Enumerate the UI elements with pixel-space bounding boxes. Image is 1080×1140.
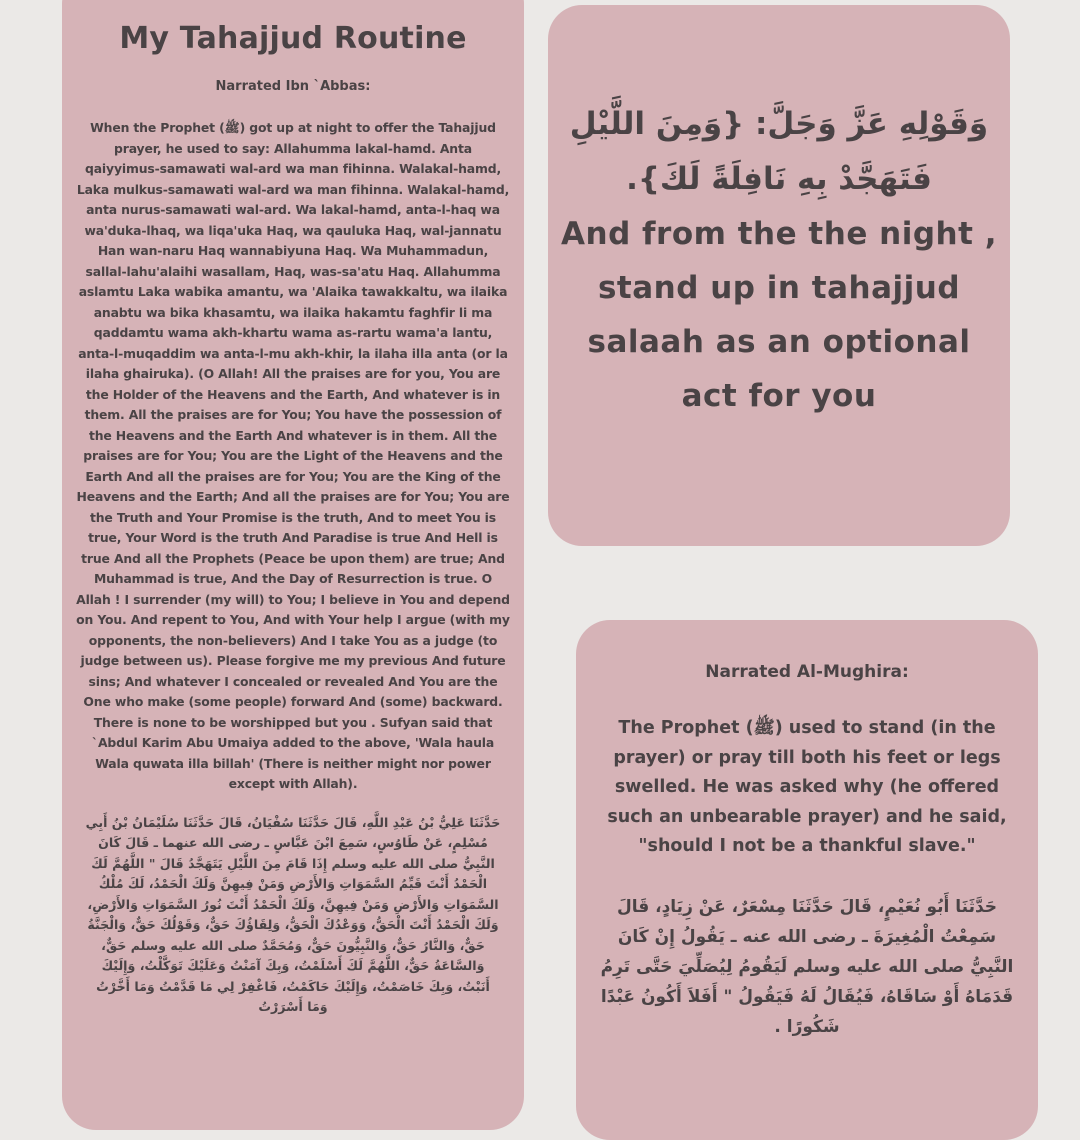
- hadith-arabic-text: حَدَّثَنَا عَلِيُّ بْنُ عَبْدِ اللَّهِ، قَالَ حَدَّثَنَا سُفْيَانُ، قَالَ حَدَّثَنَا سُلَيْمَانُ بْنُ أَبِي مُسْلِمٍ، عَنْ طَاوُسٍ، سَمِعَ ابْنَ عَبَّاسٍ ـ رضى الله عنهما ـ قَالَ كَانَ النَّبِيُّ صلى الله عليه وسلم إِذَا قَامَ مِنَ اللَّيْلِ يَتَهَجَّدُ قَالَ " اللَّهُمَّ لَكَ الْحَمْدُ أَنْتَ قَيِّمُ السَّمَوَاتِ وَالأَرْضِ وَمَنْ فِيهِنَّ وَلَكَ الْحَمْدُ، لَكَ مُلْكُ السَّمَوَاتِ وَالأَرْضِ وَمَنْ فِيهِنَّ، وَلَكَ الْحَمْدُ أَنْتَ نُورُ السَّمَوَاتِ وَالأَرْضِ، وَلَكَ الْحَمْدُ أَنْتَ الْحَقُّ، وَوَعْدُكَ الْحَقُّ، وَلِقَاؤُكَ حَقٌّ، وَقَوْلُكَ حَقٌّ، وَالْجَنَّةُ حَقٌّ، وَالنَّارُ حَقٌّ، وَالنَّبِيُّونَ حَقٌّ، وَمُحَمَّدٌ صلى الله عليه وسلم حَقٌّ، وَالسَّاعَةُ حَقٌّ، اللَّهُمَّ لَكَ أَسْلَمْتُ، وَبِكَ آمَنْتُ وَعَلَيْكَ تَوَكَّلْتُ، وَإِلَيْكَ أَنَبْتُ، وَبِكَ خَاصَمْتُ، وَإِلَيْكَ حَاكَمْتُ، فَاغْفِرْ لِي مَا قَدَّمْتُ وَمَا أَخَّرْتُ وَمَا أَسْرَرْتُ: [85, 814, 501, 1014]
- mughira-english-text: The Prophet (ﷺ) used to stand (in the prayer) or pray till both his feet or legs swelled. He was asked why (he offered such an unbearable prayer) and he said, "should I not be a thankful slave.": [607, 718, 1007, 856]
- verse-arabic-text: وَقَوْلِهِ عَزَّ وَجَلَّ: {وَمِنَ اللَّيْلِ فَتَهَجَّدْ بِهِ نَافِلَةً لَكَ}.: [569, 106, 989, 197]
- verse-english-text: And from the the night , stand up in tahajjud salaah as an optional act for you: [561, 216, 997, 414]
- narrator-ibn-abbas: Narrated Ibn `Abbas:: [215, 79, 371, 94]
- mughira-hadith-card: [576, 620, 1038, 1140]
- hadith-english-text: When the Prophet (ﷺ) got up at night to offer the Tahajjud prayer, he used to say: Allahumma lakal-hamd. Anta qaiyyimus-samawati wal-ard wa man fihinna. Walakal-hamd, Laka mulkus-samawati wal-ard wa man fihinna. Walakal-hamd, anta nurus-samawati wal-ard. Wa lakal-hamd, anta-l-haq wa wa'duka-lhaq, wa liqa'uka Haq, wa qauluka Haq, wal-jannatu Han wan-naru Haq wannabiyuna Haq. Wa Muhammadun, sallal-lahu'alaihi wasallam, Haq, was-sa'atu Haq. Allahumma aslamtu Laka wabika amantu, wa 'Alaika tawakkaltu, wa ilaika anabtu wa bika khasamtu, wa ilaika hakamtu faghfir li ma qaddamtu wama akh-khartu wama as-rartu wama'a lantu, anta-l-muqaddim wa anta-l-mu akh-khir, la ilaha illa anta (or la ilaha ghairuka). (O Allah! All the praises are for you, You are the Holder of the Heavens and the Earth, And whatever is in them. All the praises are for You; You have the possession of the Heavens and the Earth And whatever is in them. All the praises are for You; You are the Light of the Heavens and the Earth And all the praises are for You; You are the King of the Heavens and the Earth; And all the praises are for You; You are the Truth and Your Promise is the truth, And to meet You is true, Your Word is the truth And Paradise is true And Hell is true And all the Prophets (Peace be upon them) are true; And Muhammad is true, And the Day of Resurrection is true. O Allah ! I surrender (my will) to You; I believe in You and depend on You. And repent to You, And with Your help I argue (with my opponents, the non-believers) And I take You as a judge (to judge between us). Please forgive me my previous And future sins; And whatever I concealed or revealed And You are the One who make (some people) forward And (some) backward. There is none to be worshipped but you . Sufyan said that `Abdul Karim Abu Umaiya added to the above, 'Wala haula Wala quwata illa billah' (There is neither might nor power except with Allah).: [76, 120, 510, 791]
- narrator-al-mughira: Narrated Al-Mughira:: [705, 662, 909, 682]
- quran-verse-card: [548, 5, 1010, 546]
- page-title: My Tahajjud Routine: [119, 21, 467, 56]
- mughira-arabic-text: حَدَّثَنَا أَبُو نُعَيْمٍ، قَالَ حَدَّثَنَا مِسْعَرٌ، عَنْ زِيَادٍ، قَالَ سَمِعْتُ الْمُغِيرَةَ ـ رضى الله عنه ـ يَقُولُ إِنْ كَانَ النَّبِيُّ صلى الله عليه وسلم لَيَقُومُ لِيُصَلِّيَ حَتَّى تَرِمُ قَدَمَاهُ أَوْ سَاقَاهُ، فَيُقَالُ لَهُ فَيَقُولُ " أَفَلاَ أَكُونُ عَبْدًا شَكُورًا .: [600, 896, 1014, 1037]
- tahajjud-routine-card: [62, 0, 524, 1130]
